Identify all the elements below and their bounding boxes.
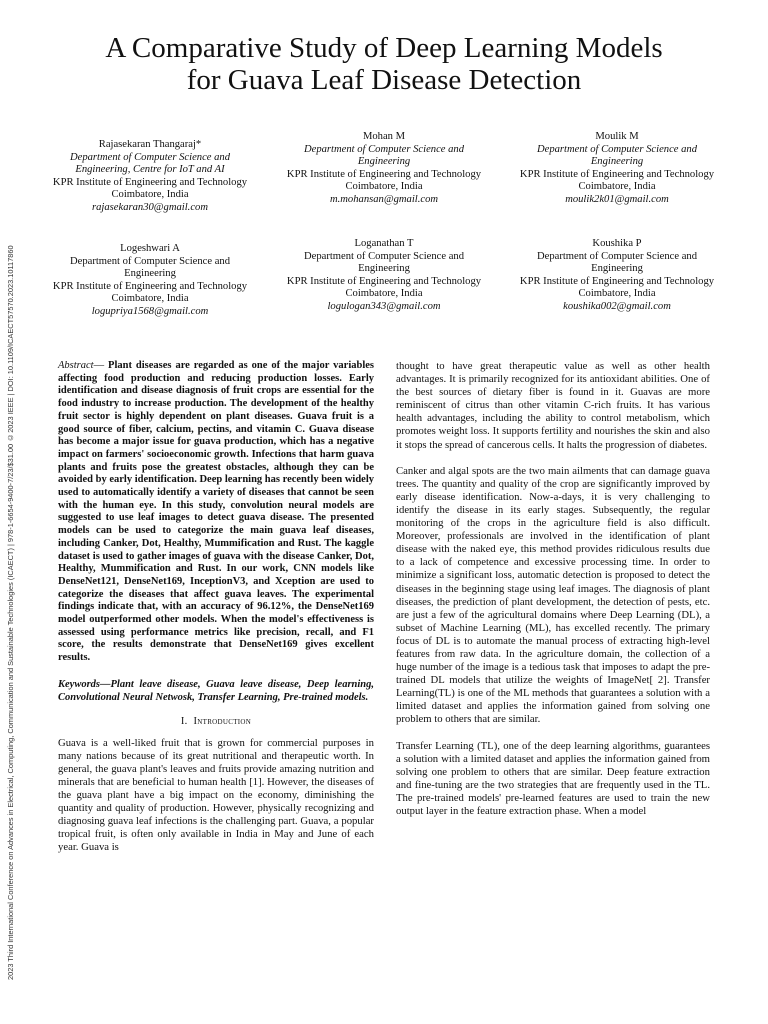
author-name: Logeshwari A (120, 243, 180, 254)
author-name: Rajasekaran Thangaraj* (98, 139, 202, 150)
author-email: logupriya1568@gmail.com (91, 305, 209, 317)
paper-title (0, 32, 768, 96)
author-institute: KPR Institute of Engineering and Technology (519, 275, 715, 287)
abstract-dash: — (93, 360, 105, 371)
section-title: Introduction (193, 716, 252, 728)
author-institute: KPR Institute of Engineering and Technology (52, 280, 248, 292)
author-institute: KPR Institute of Engineering and Technology (52, 176, 248, 188)
intro-paragraph: Guava is a well-liked fruit that is grown for commercial purposes in many nations because of its great nutritional and therapeutic worth. In general, the guava plant's leaves and fruits provide amazing nutrition and minerals that are beneficial to human health [1]. However, the diseases of the guava plant have a big impact on the economy, diminishing the quantity and quality of production. However, physically recognizing and diagnosing guava leaf infections is the challenging part. Guava, a popular tropical fruit, is often only available in India in May and June of each year. Guava is (58, 736, 374, 853)
author-name: Moulik M (595, 131, 639, 142)
section-number: I. (180, 716, 188, 728)
author-block-3 (512, 131, 722, 207)
author-city: Coimbatore, India (578, 288, 656, 300)
author-institute: KPR Institute of Engineering and Technology (286, 168, 482, 180)
author-city: Coimbatore, India (111, 189, 189, 201)
body-paragraph-1: thought to have great therapeutic value as well as other health advantages. It is primarily recognized for its antioxidant abilities. One of the best sources of dietary fiber is found in it. Guavas are more reminiscent of citrus than other vitamin C-rich fruits. It has various health advantages, including the ability to control metabolism, which promotes weight loss. It supports fertility and nourishes the skin and also it stops the spread of cancerous cells. It halts the progression of diabetes. (396, 360, 710, 451)
title-line-1: A Comparative Study of Deep Learning Models (105, 32, 663, 64)
author-block-6 (512, 238, 722, 314)
author-institute: KPR Institute of Engineering and Technology (519, 168, 715, 180)
author-dept: Department of Computer Science and Engineering (303, 143, 465, 168)
author-email: m.mohansan@gmail.com (329, 193, 439, 205)
section-heading-introduction (58, 716, 374, 729)
keywords-dash: — (100, 678, 111, 690)
author-dept: Department of Computer Science and Engineering (536, 143, 698, 168)
author-city: Coimbatore, India (345, 181, 423, 193)
author-block-4 (45, 243, 255, 319)
author-dept: Department of Computer Science and Engineering (536, 250, 698, 275)
author-email: moulik2k01@gmail.com (565, 193, 669, 205)
author-name: Mohan M (362, 131, 406, 142)
author-city: Coimbatore, India (345, 288, 423, 300)
abstract-label: Abstract (58, 360, 94, 371)
author-dept: Department of Computer Science and Engineering (69, 255, 231, 280)
left-column (58, 360, 374, 854)
author-city: Coimbatore, India (111, 293, 189, 305)
keywords-label: Keywords (58, 678, 100, 690)
abstract-text: Plant diseases are regarded as one of the major variables affecting food production and reducing production losses. Early identification and disease diagnosis of fruit crops are essential for the food industry to increase production. The development of the healthy fruit sector is highly dependent on plant diseases. Guava fruit is a good source of fiber, calcium, pectins, and vitamin C. Guava disease has become a major issue for guava production, which has a negative impact on farmers' socioeconomic growth. Infections that harm guava plants and fruits pose the greatest obstacles, although they can be avoided by early identification. Deep learning has recently been widely used to automatically identify a variety of diseases that cannot be seen with the human eye. In this study, convolution neural models are suggested to use leaf images to detect guava disease. The presented models can be used to categorize the main guava leaf diseases, including Canker, Dot, Healthy, Mummification and Rust. The kaggle dataset is used to gather images of guava with the disease Canker, Dot, Healthy, Mummification and Rust. In our work, CNN models like DenseNet121, DenseNet169, InceptionV3, and Xception are used to categorize the diseases that affect guava leaves. The experimental findings indicate that, with an accuracy of 96.12%, the DenseNet169 model outperformed other models. When the model's effectiveness is assessed using performance metrics like precision, recall, and F1 score, the results demonstrate that DenseNet169 gives excellent results. (58, 360, 375, 664)
author-block-2 (279, 131, 489, 207)
author-block-1 (45, 139, 255, 215)
abstract (58, 360, 374, 665)
author-name: Loganathan T (354, 238, 414, 249)
author-name: Koushika P (592, 238, 642, 249)
author-email: logulogan343@gmail.com (327, 300, 441, 312)
author-institute: KPR Institute of Engineering and Technology (286, 275, 482, 287)
author-city: Coimbatore, India (578, 181, 656, 193)
author-email: koushika002@gmail.com (563, 300, 671, 312)
author-block-5 (279, 238, 489, 314)
conference-sidebar: 2023 Third International Conference on Advances in Electrical, Computing, Communication and Sustainable Technologies (ICAECT) | 978-1-6654-9400-7/23/$31.00 ©2023 IEEE | DOI: 10.1109/ICAECT57570.2023.10117860 (6, 245, 15, 980)
author-dept: Department of Computer Science and Engineering, Centre for IoT and AI (69, 151, 231, 176)
right-column (396, 360, 710, 831)
author-email: rajasekaran30@gmail.com (92, 201, 208, 213)
title-line-2: for Guava Leaf Disease Detection (186, 64, 582, 96)
author-dept: Department of Computer Science and Engineering (303, 250, 465, 275)
keywords (58, 679, 374, 704)
body-paragraph-2: Canker and algal spots are the two main ailments that can damage guava trees. The quantity and quality of the crop are significantly improved by early disease identification. Now-a-days, it is very challenging to identify the disease in its early stages. Subsequently, the regular monitoring of the crops in the agriculture field is also difficult. Moreover, professionals are involved in the identification of plant disease with the naked eye, this method provides ridiculous results due to a lack of competence and excessive processing time. In order to minimize a significant loss, automatic detection is proposed to detect the diseases in the beginning stage using leaf images. The diagnosis of plant diseases, the prediction of plant development, the detection of pests, etc. are just a few of the agricultural domains where Deep Learning (DL), a subset of Machine Learning (ML), has excelled recently. The primary focus of DL is to automate the manual process of extracting high-level features from raw data. In the agriculture domain, the collection of a huge number of the image is a tedious task that imposes to adapt the pre-trained DL models that utilize the weights of ImageNet[ 2]. Transfer Learning(TL) is one of the ML methods that guarantees a solution with a limited dataset and applies the information gained from solving one problem to others that are similar. (396, 464, 710, 726)
keywords-text: Plant leave disease, Guava leave disease, Deep learning, Convolutional Neural Netwosk, Transfer Learning, Pre-trained models. (58, 678, 374, 703)
body-paragraph-3: Transfer Learning (TL), one of the deep learning algorithms, guarantees a solution with a limited dataset and applies the information gained from solving one problem to others that are similar. Deep feature extraction and fine-tuning are the two strategies that are frequently used in the TL. The pre-trained models' pre-learned features are used to train the new output layer in the feature extraction phase. When a model (396, 739, 710, 817)
